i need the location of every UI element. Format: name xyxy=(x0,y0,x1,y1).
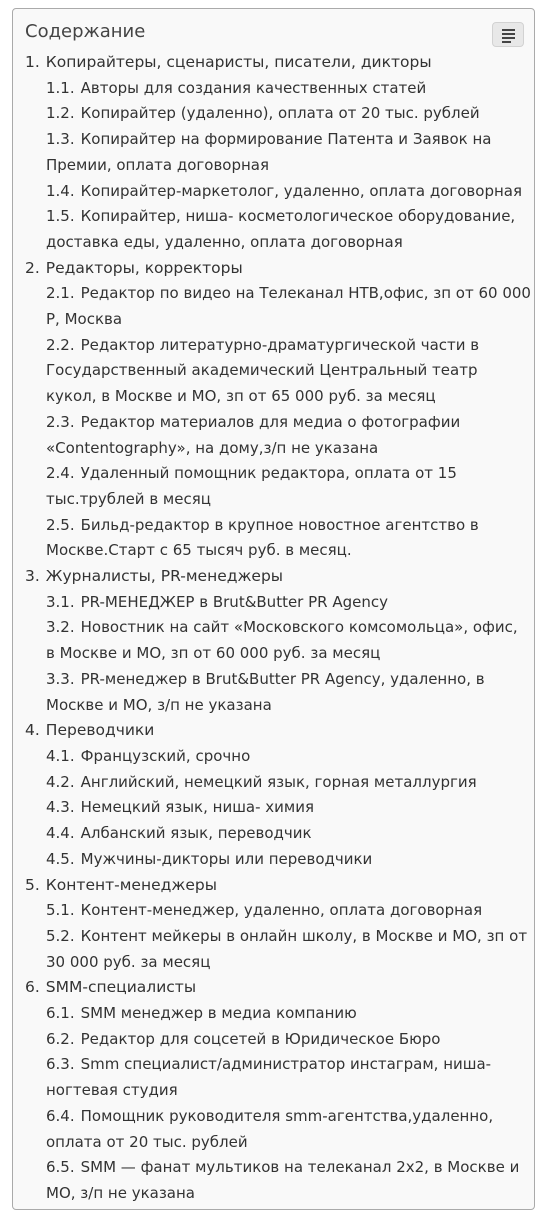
toc-item-number: 6.2. xyxy=(46,1029,75,1048)
toc-item-link[interactable] xyxy=(25,795,531,821)
toc-item-link[interactable] xyxy=(25,615,531,666)
toc-item-link[interactable] xyxy=(25,1052,531,1103)
toc-item-label: PR-менеджер в Brut&Butter PR Agency, удаленно, в Москве и МО, з/п не указана xyxy=(46,669,485,714)
toc-item xyxy=(25,1027,531,1053)
toc-item-number: 4.2. xyxy=(46,772,75,791)
toc-item-label: Авторы для создания качественных статей xyxy=(80,78,427,97)
toc-title: Содержание xyxy=(25,21,146,42)
toc-item xyxy=(25,513,531,564)
toc-section-label: Переводчики xyxy=(45,721,155,740)
toc-item xyxy=(25,924,531,975)
toc-item-label: Помощник руководителя smm-агентства,удаленно, оплата от 20 тыс. рублей xyxy=(46,1106,494,1151)
toc-item xyxy=(25,615,531,666)
toc-sublist xyxy=(25,590,531,719)
toc-item-label: Копирайтер, ниша- косметологическое оборудование, доставка еды, удаленно, оплата договорная xyxy=(46,207,516,251)
toc-item xyxy=(25,179,531,205)
toc-item-link[interactable] xyxy=(25,924,531,975)
toc-item xyxy=(25,770,531,796)
toc-item-label: Удаленный помощник редактора, оплата от 15 тыс.трублей в месяц xyxy=(46,464,457,508)
toc-item-link[interactable] xyxy=(25,101,531,127)
toc-item-number: 4.5. xyxy=(46,849,75,868)
toc-item-number: 5.2. xyxy=(46,926,75,945)
toc-item xyxy=(25,744,531,770)
toc-section-number: 6. xyxy=(25,978,40,997)
toc-item-number: 3.1. xyxy=(46,592,75,611)
toc-item-number: 2.3. xyxy=(46,412,75,431)
toc-item-number: 2.1. xyxy=(46,284,75,303)
toc-item-link[interactable] xyxy=(25,127,531,178)
toc-item xyxy=(25,821,531,847)
toc-item-number: 2.4. xyxy=(46,464,75,483)
toc-section xyxy=(25,873,531,976)
toc-item-label: Контент мейкеры в онлайн школу, в Москве и МО, зп от 30 000 руб. за месяц xyxy=(46,926,528,971)
toc-item xyxy=(25,898,531,924)
toc-section-label: Журналисты, PR-менеджеры xyxy=(45,567,284,586)
toc-item xyxy=(25,795,531,821)
toc-item-number: 1.2. xyxy=(46,104,75,123)
toc-toggle-button[interactable] xyxy=(492,22,524,47)
toc-section xyxy=(25,975,531,1206)
toc-item-link[interactable] xyxy=(25,513,531,564)
toc-item xyxy=(25,281,531,332)
toc-item xyxy=(25,1052,531,1103)
toc-item-label: Новостник на сайт «Московского комсомольца», офис, в Москве и МО, зп от 60 000 руб. за месяц xyxy=(46,618,518,663)
toc-section-link[interactable] xyxy=(25,718,531,744)
toc-item-label: Мужчины-дикторы или переводчики xyxy=(80,849,373,868)
toc-item-number: 3.3. xyxy=(46,669,75,688)
toc-item-link[interactable] xyxy=(25,847,531,873)
toc-item xyxy=(25,590,531,616)
toc-item-label: Английский, немецкий язык, горная металлургия xyxy=(80,772,477,791)
toc-section-link[interactable] xyxy=(25,50,531,76)
toc-item-number: 4.4. xyxy=(46,824,75,843)
toc-item-link[interactable] xyxy=(25,333,531,410)
toc-item-number: 5.1. xyxy=(46,901,75,920)
toc-item-link[interactable] xyxy=(25,1027,531,1053)
toc-item xyxy=(25,204,531,255)
toc-section-label: Редакторы, корректоры xyxy=(45,258,243,277)
toc-item-link[interactable] xyxy=(25,590,531,616)
toc-item-link[interactable] xyxy=(25,898,531,924)
toc-section xyxy=(25,50,531,256)
toc-item-number: 3.2. xyxy=(46,618,75,637)
toc-item-number: 1.1. xyxy=(46,78,75,97)
toc-item-link[interactable] xyxy=(25,667,531,718)
toc-section-label: SMM-специалисты xyxy=(45,978,197,997)
table-of-contents xyxy=(12,8,535,1210)
toc-section-label: Контент-менеджеры xyxy=(45,875,217,894)
toc-item-number: 4.3. xyxy=(46,798,75,817)
toc-item-number: 6.1. xyxy=(46,1004,75,1023)
toc-item-label: Бильд-редактор в крупное новостное агентство в Москве.Старт с 65 тысяч руб. в месяц. xyxy=(46,515,479,560)
toc-section-label: Копирайтеры, сценаристы, писатели, дикторы xyxy=(45,53,432,71)
toc-section-link[interactable] xyxy=(25,256,531,282)
toc-item-number: 2.5. xyxy=(46,515,75,534)
toc-item-label: Немецкий язык, ниша- химия xyxy=(80,798,315,817)
toc-item-label: Копирайтер (удаленно), оплата от 20 тыс. рублей xyxy=(80,104,480,123)
toc-item-label: PR-МЕНЕДЖЕР в Brut&Butter PR Agency xyxy=(80,592,388,611)
toc-item xyxy=(25,127,531,178)
toc-item-label: Копирайтер-маркетолог, удаленно, оплата договорная xyxy=(80,181,522,200)
toc-item-link[interactable] xyxy=(25,1001,531,1027)
toc-item-link[interactable] xyxy=(25,461,531,512)
toc-item-label: Smm специалист/администратор инстаграм, ниша- ногтевая студия xyxy=(46,1055,492,1100)
toc-item-link[interactable] xyxy=(25,821,531,847)
toc-item xyxy=(25,101,531,127)
toc-item xyxy=(25,667,531,718)
toc-sublist xyxy=(25,281,531,564)
toc-list xyxy=(25,50,531,1207)
toc-section xyxy=(25,718,531,872)
toc-section-link[interactable] xyxy=(25,975,531,1001)
toc-section xyxy=(25,564,531,718)
toc-sublist xyxy=(25,1001,531,1207)
toc-item-label: Албанский язык, переводчик xyxy=(80,824,312,843)
toc-item-link[interactable] xyxy=(25,1104,531,1155)
toc-item xyxy=(25,1001,531,1027)
toc-item xyxy=(25,333,531,410)
toc-item-number: 4.1. xyxy=(46,746,75,765)
toc-section-number: 4. xyxy=(25,721,40,740)
toc-item xyxy=(25,847,531,873)
toc-sublist xyxy=(25,744,531,873)
toc-item xyxy=(25,1155,531,1206)
toc-item-link[interactable] xyxy=(25,281,531,332)
toc-section xyxy=(25,256,531,564)
toc-item-label: Копирайтер на формирование Патента и Заявок на Премии, оплата договорная xyxy=(46,130,492,174)
toc-item-label: Французский, срочно xyxy=(80,746,251,765)
toc-item-link[interactable] xyxy=(25,76,531,102)
toc-item-label: Редактор по видео на Телеканал НТВ,офис, зп от 60 000 Р, Москва xyxy=(46,284,531,329)
toc-section-number: 1. xyxy=(25,53,40,71)
toc-sublist xyxy=(25,76,531,256)
toc-item xyxy=(25,76,531,102)
toc-item-link[interactable] xyxy=(25,179,531,205)
toc-item-number: 6.4. xyxy=(46,1106,75,1125)
toc-item-number: 2.2. xyxy=(46,335,75,354)
toc-item xyxy=(25,1104,531,1155)
toc-section-number: 2. xyxy=(25,258,40,277)
toc-sublist xyxy=(25,898,531,975)
toc-item-number: 1.3. xyxy=(46,130,75,149)
toc-item xyxy=(25,461,531,512)
toc-item-label: Редактор литературно-драматургической части в Государственный академический Центральный театр кукол, в Москве и МО, зп от 65 000 руб. за месяц xyxy=(46,335,480,406)
toc-item-label: SMM менеджер в медиа компанию xyxy=(80,1004,357,1023)
toc-item-label: SMM — фанат мультиков на телеканал 2х2, в Москве и МО, з/п не указана xyxy=(46,1158,520,1202)
toc-item xyxy=(25,410,531,461)
toc-section-link[interactable] xyxy=(25,873,531,899)
toc-section-number: 5. xyxy=(25,875,40,894)
toc-item-number: 1.5. xyxy=(46,207,75,226)
toc-item-number: 1.4. xyxy=(46,181,75,200)
toc-section-link[interactable] xyxy=(25,564,531,590)
toc-item-label: Редактор для соцсетей в Юридическое Бюро xyxy=(80,1029,441,1048)
toc-item-link[interactable] xyxy=(25,744,531,770)
toc-item-label: Редактор материалов для медиа о фотографии «Contentography», на дому,з/п не указана xyxy=(46,412,461,457)
toc-item-link[interactable] xyxy=(25,410,531,461)
toc-item-link[interactable] xyxy=(25,770,531,796)
toc-item-link[interactable] xyxy=(25,204,531,255)
toc-item-link[interactable] xyxy=(25,1155,531,1206)
toc-item-label: Контент-менеджер, удаленно, оплата договорная xyxy=(80,901,483,920)
toc-item-number: 6.5. xyxy=(46,1158,75,1177)
toc-section-number: 3. xyxy=(25,567,40,586)
toc-item-number: 6.3. xyxy=(46,1055,75,1074)
